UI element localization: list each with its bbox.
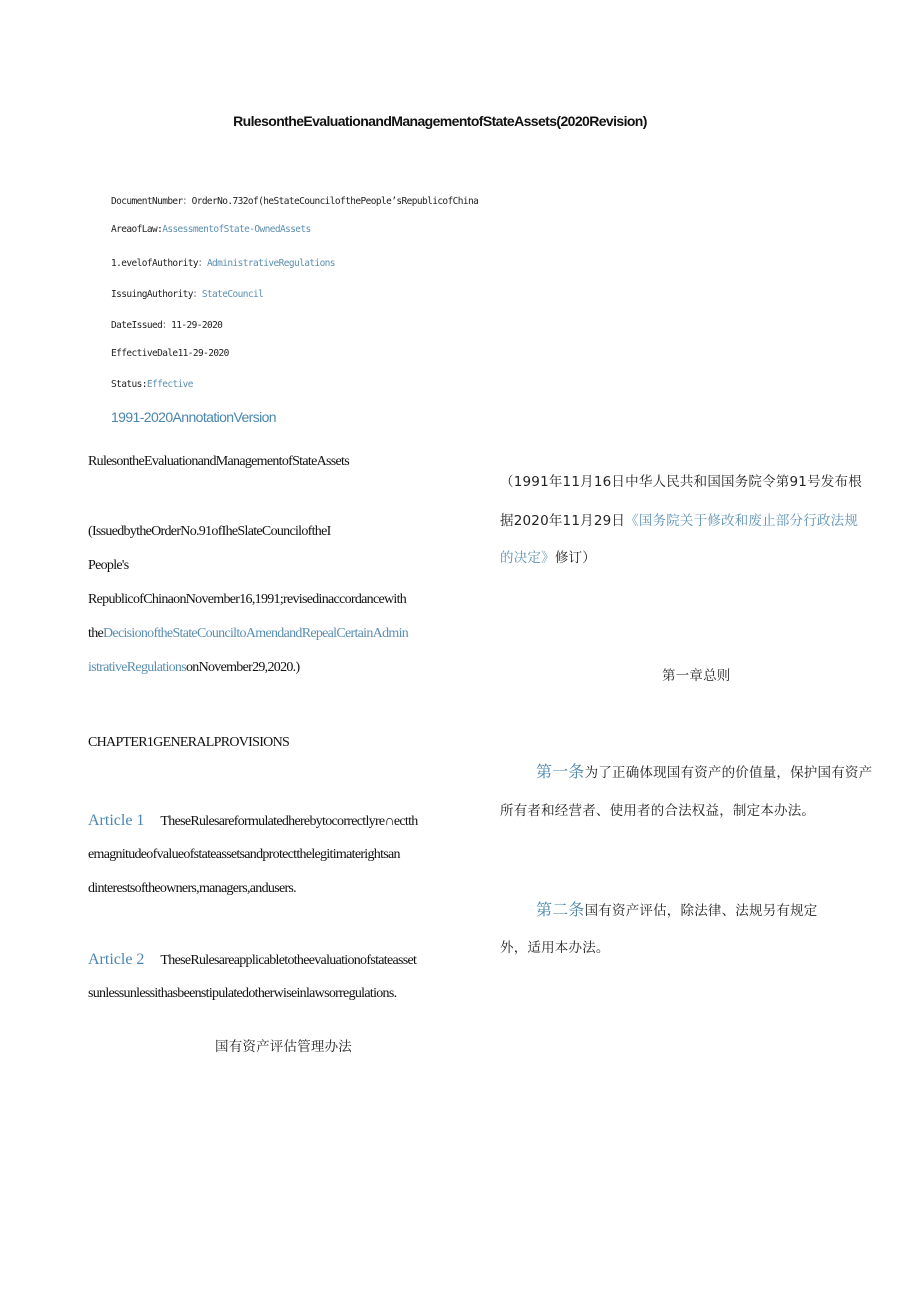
chinese-article-text: 为了正确体现国有资产的价值量，保护国有资产 xyxy=(584,765,873,781)
chinese-issued-line xyxy=(500,546,596,566)
decision-link[interactable]: istrativeRegulations xyxy=(88,660,186,675)
english-issued-text: onNovember29,2020.) xyxy=(185,660,300,675)
chinese-article-1-label: 第一条 xyxy=(536,762,585,781)
annotation-version-link[interactable]: 1991-2020AnnotationVersion xyxy=(111,409,276,425)
english-chapter-heading: CHAPTER1GENERALPROVISIONS xyxy=(88,735,290,750)
chinese-issued-line xyxy=(500,509,858,529)
meta-status xyxy=(111,379,193,390)
meta-link[interactable]: AssessmentofState-OwnedAssets xyxy=(162,224,311,235)
chinese-article-2-label: 第二条 xyxy=(536,900,585,919)
article-text: sunlessunlessithasbeenstipulatedotherwiseinlawsorregulations. xyxy=(88,986,397,1001)
chinese-issued-line: （1991年11月16日中华人民共和国国务院令第91号发布根 xyxy=(500,474,862,490)
article-2-label: Article 2 xyxy=(88,951,145,968)
chinese-issued-text: 据2020年11月29日 xyxy=(500,513,626,529)
document-title: RulesontheEvaluationandManagementofStateAssets(2020Revision) xyxy=(233,113,647,129)
meta-effective-date xyxy=(111,348,229,359)
meta-label: AreaofLaw: xyxy=(111,224,163,235)
meta-label: DocumentNumber： xyxy=(111,196,192,207)
english-heading: RulesontheEvaluationandManagementofStateAssets xyxy=(88,454,349,469)
meta-label: 1.evelofAuthority： xyxy=(111,258,207,269)
decision-link[interactable]: DecisionoftheStateCounciltoAmendandRepealCertainAdmin xyxy=(103,626,409,641)
chinese-article-text: 所有者和经营者、使用者的合法权益，制定本办法。 xyxy=(500,803,816,819)
meta-area-of-law xyxy=(111,224,311,235)
chinese-article-text: 国有资产评估，除法律、法规另有规定 xyxy=(584,903,818,919)
meta-value: OrderNo.732of(heStateCouncilofthePeople’sRepublicofChina xyxy=(191,196,479,207)
meta-value: 11-29-2020 xyxy=(171,320,223,331)
chinese-chapter-heading: 第一章总则 xyxy=(662,668,731,684)
meta-level-of-authority xyxy=(111,255,335,269)
english-issued-line: People's xyxy=(88,558,129,573)
english-issued-line: (IssuedbytheOrderNo.91ofIheSlateCounciloftheI xyxy=(88,524,331,539)
english-issued-line xyxy=(88,626,408,642)
meta-document-number xyxy=(111,193,478,207)
meta-link[interactable]: StateCouncil xyxy=(201,289,264,300)
meta-date-issued xyxy=(111,317,222,331)
article-1-label: Article 1 xyxy=(88,812,145,829)
english-issued-line: RepublicofChinaonNovember16,1991;revisedinaccordancewith xyxy=(88,592,407,607)
meta-label: IssuingAuthority： xyxy=(111,289,202,300)
meta-value: 11-29-2020 xyxy=(177,348,229,359)
article-text: TheseRulesareapplicabletotheevaluationofstateasset xyxy=(160,953,417,968)
meta-link[interactable]: AdministrativeRegulations xyxy=(206,258,335,269)
chinese-article-text: 外，适用本办法。 xyxy=(500,940,610,956)
english-article-2 xyxy=(88,951,416,969)
article-text: TheseRulesareformulatedherebytocorrectlyre∩ectth xyxy=(160,814,418,829)
meta-label: EffectiveDale xyxy=(111,348,178,359)
english-issued-text: the xyxy=(88,626,104,641)
decision-link-zh[interactable]: 的决定》 xyxy=(500,550,555,566)
chinese-issued-text: 修订） xyxy=(554,550,596,566)
chinese-article-2 xyxy=(536,897,818,920)
article-text: emagnitudeofvalueofstateassetsandprotectthelegitimaterightsan xyxy=(88,847,400,862)
decision-link-zh[interactable]: 《国务院关于修改和废止部分行政法规 xyxy=(625,513,859,529)
meta-link[interactable]: Effective xyxy=(146,379,193,390)
chinese-article-1 xyxy=(536,759,872,782)
chinese-document-title: 国有资产评估管理办法 xyxy=(215,1039,352,1055)
meta-issuing-authority xyxy=(111,286,263,300)
meta-label: Status: xyxy=(111,379,147,390)
article-text: dinterestsoftheowners,managers,andusers. xyxy=(88,881,296,896)
meta-label: DateIssued： xyxy=(111,320,172,331)
english-issued-line xyxy=(88,660,299,676)
english-article-1 xyxy=(88,812,418,830)
